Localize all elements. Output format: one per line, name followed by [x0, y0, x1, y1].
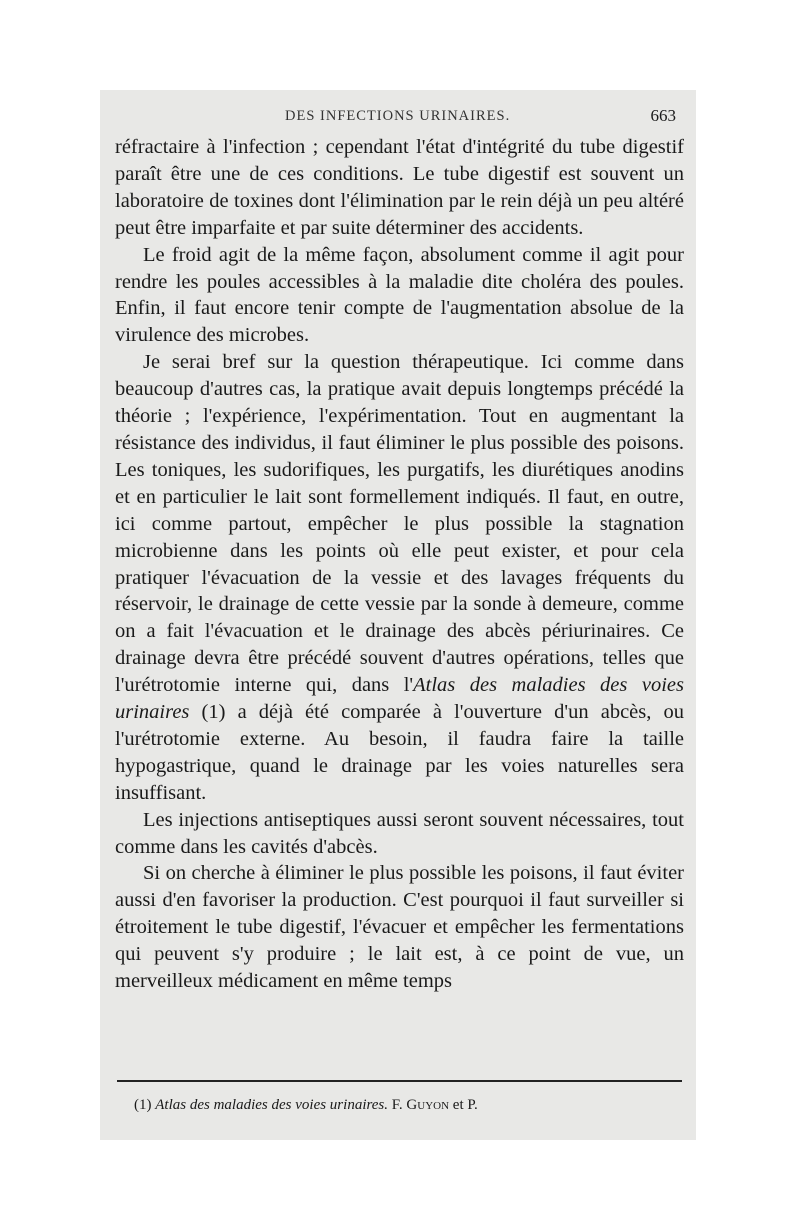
footnote	[134, 1096, 682, 1114]
paragraph	[115, 242, 684, 350]
paragraph	[115, 807, 684, 861]
paragraph-text: réfractaire à l'infection ; cependant l'état d'intégrité du tube digestif paraît être une de ces conditions. Le tube digestif est souvent un laboratoire de toxines dont l'élimination par le rein déjà un peu altéré peut être imparfaite et par suite déterminer des accidents.	[115, 136, 684, 239]
book-page	[100, 90, 696, 1140]
footnote-author-suffix: et P.	[449, 1097, 478, 1113]
running-head: DES INFECTIONS URINAIRES.	[285, 108, 511, 124]
paragraph-text: Le froid agit de la même façon, absolument comme il agit pour rendre les poules accessibles à la maladie dite choléra des poules. Enfin, il faut encore tenir compte de l'augmentation absolue de la virulence des microbes.	[115, 243, 684, 347]
page-number: 663	[650, 106, 676, 125]
paragraph	[115, 134, 684, 242]
body-text	[115, 134, 684, 995]
page-header	[100, 102, 696, 130]
paragraph-text: Si on cherche à éliminer le plus possible les poisons, il faut éviter aussi d'en favoriser la production. C'est pourquoi il faut surveiller si étroitement le tube digestif, l'évacuer et empêcher les fermentations qui peuvent s'y produire ; le lait est, à ce point de vue, un merveilleux médicament en même temps	[115, 862, 684, 993]
italic-title: Atlas des maladies des voies urinaires	[115, 674, 684, 724]
paragraph-text: Je serai bref sur la question thérapeutique. Ici comme dans beaucoup d'autres cas, la pratique avait depuis longtemps précédé la théorie ; l'expérience, l'expérimentation. Tout en augmentant la résistance des individus, il faut éliminer le plus possible des poisons. Les toniques, les sudorifiques, les purgatifs, les diurétiques anodins et en particulier le lait sont formellement indiqués. Il faut, en outre, ici comme partout, empêcher le plus possible la stagnation microbienne dans les points où elle peut exister, et pour cela pratiquer l'évacuation de la vessie et des lavages fréquents du réservoir, le drainage de cette vessie par la sonde à demeure, comme on a fait l'évacuation et le drainage des abcès périurinaires. Ce drainage devra être précédé souvent d'autres opérations, telles que l'urétrotomie interne qui, dans l'	[115, 351, 684, 697]
paragraph	[115, 349, 684, 806]
footnote-title: Atlas des maladies des voies urinaires.	[155, 1097, 389, 1113]
paragraph	[115, 860, 684, 995]
footnote-marker: (1)	[134, 1097, 152, 1113]
footnote-author-name: Guyon	[406, 1097, 450, 1113]
footnote-author-prefix: F.	[391, 1097, 407, 1113]
paragraph-text: (1) a déjà été comparée à l'ouverture d'un abcès, ou l'urétrotomie externe. Au besoin, il faudra faire la taille hypogastrique, quand le drainage par les voies naturelles sera insuffisant.	[115, 701, 684, 804]
paragraph-text: Les injections antiseptiques aussi seront souvent nécessaires, tout comme dans les cavités d'abcès.	[115, 808, 684, 858]
footnote-rule	[117, 1080, 682, 1082]
